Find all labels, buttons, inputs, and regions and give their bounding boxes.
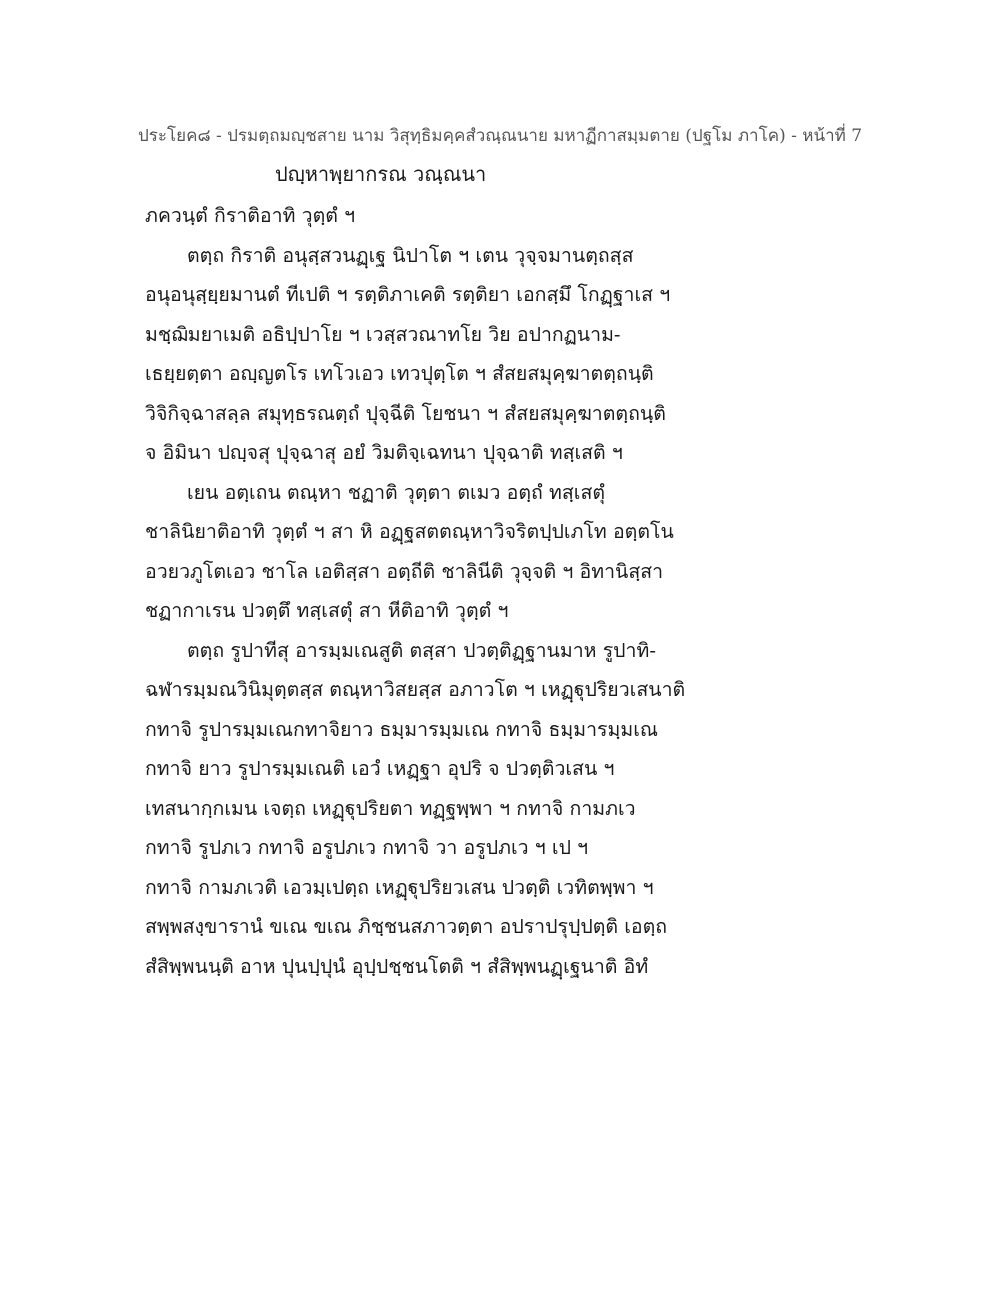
text-line: สํสิพฺพนนฺติ อาห ปุนปฺปุนํ อุปฺปชฺชนโตติ ฯ สํสิพฺพนฏฺเฐนาติ อิทํ: [145, 954, 649, 978]
text-line: ชฏากาเรน ปวตฺตึ ทสฺเสตุํ สา หีติอาทิ วุตฺตํ ฯ: [145, 599, 509, 622]
text-line: กทาจิ รูปารมฺมเณกทาจิยาว ธมฺมารมฺมเณ กทาจิ ธมฺมารมฺมเณ: [145, 717, 658, 741]
text-line: วิจิกิจฺฉาสลฺล สมุทฺธรณตฺถํ ปุจฺฉีติ โยชนา ฯ สํสยสมุคฺฆาตตฺถนฺติ: [145, 401, 666, 425]
text-line: มชฺฌิมยาเมติ อธิปฺปาโย ฯ เวสฺสวณาทโย วิย อปากฏนาม-: [145, 322, 621, 346]
text-line: อนุอนุสฺยฺยมานตํ ทีเปติ ฯ รตฺติภาเคติ รตฺติยา เอกสฺมึ โกฏฺฐาเส ฯ: [145, 283, 671, 306]
text-line: เธยฺยตฺตา อญฺญตโร เทโวเอว เทวปุตฺโต ฯ สํสยสมุคฺฆาตตฺถนฺติ: [145, 362, 654, 385]
text-line: กทาจิ ยาว รูปารมฺมเณติ เอวํ เหฏฺฐา อุปริ จ ปวตฺติวเสน ฯ: [145, 757, 615, 780]
text-line: จ อิมินา ปญฺจสุ ปุจฺฉาสุ อยํ วิมติจฺเฉทนา ปุจฺฉาติ ทสฺเสติ ฯ: [145, 441, 623, 464]
paragraph-start-line: ตตฺถ รูปาทีสุ อารมฺมเณสูติ ตสฺสา ปวตฺติฏฺฐานมาห รูปาทิ-: [187, 638, 656, 662]
text-line: อวยวภูโตเอว ชาโล เอติสฺสา อตฺถีติ ชาลินีติ วุจฺจติ ฯ อิทานิสฺสา: [145, 559, 664, 583]
text-line: กทาจิ กามภเวติ เอวมฺเปตฺถ เหฏฺฐุปริยวเสน ปวตฺติ เวทิตพฺพา ฯ: [145, 875, 654, 899]
text-line: เทสนากฺกเมน เจตฺถ เหฏฺฐุปริยตา ทฏฺฐพฺพา ฯ กทาจิ กามภเว: [145, 796, 636, 820]
text-line: ฉฬารมฺมณวินิมุตฺตสฺส ตณฺหาวิสยสฺส อภาวโต ฯ เหฏฺฐุปริยวเสนาติ: [145, 678, 686, 701]
body-text: [145, 196, 705, 986]
text-line: กทาจิ รูปภเว กทาจิ อรูปภเว กทาจิ วา อรูปภเว ฯ เป ฯ: [145, 836, 589, 859]
text-line: ภควนฺตํ กิราติอาทิ วุตฺตํ ฯ: [145, 204, 356, 227]
text-line: ชาลินิยาติอาทิ วุตฺตํ ฯ สา หิ อฏฺฐสตตณฺหาวิจริตปฺปเภโท อตฺตโน: [145, 520, 674, 543]
text-line: สพฺพสงฺขารานํ ขเณ ขเณ ภิชฺชนสภาวตฺตา อปราปรุปฺปตฺติ เอตฺถ: [145, 915, 668, 938]
section-title: ปญฺหาพฺยากรณ วณฺณนา: [275, 162, 487, 186]
paragraph-start-line: เยน อตฺเถน ตณฺหา ชฏาติ วุตฺตา ตเมว อตฺถํ ทสฺเสตุํ: [187, 480, 606, 504]
running-header: ประโยค๘ - ปรมตฺถมญฺชสาย นาม วิสุทฺธิมคฺคสํวณฺณนาย มหาฏีกาสมฺมตาย (ปฐโม ภาโค) - หน้าที่ 7: [137, 126, 863, 146]
paragraph-start-line: ตตฺถ กิราติ อนุสฺสวนฏฺเฐ นิปาโต ฯ เตน วุจฺจมานตฺถสฺส: [187, 243, 634, 267]
